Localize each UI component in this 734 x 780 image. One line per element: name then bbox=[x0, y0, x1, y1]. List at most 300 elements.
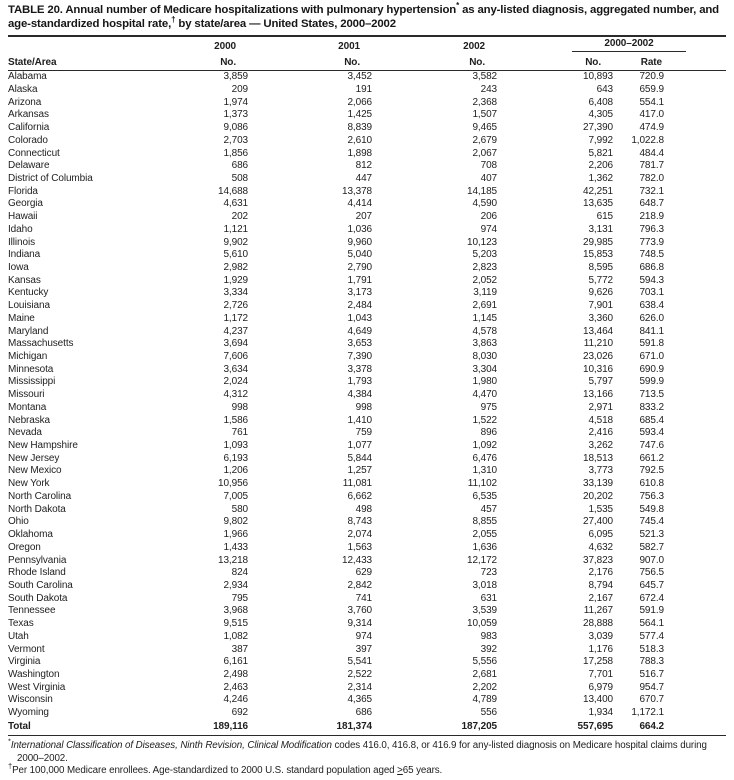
no-2001-cell: 11,081 bbox=[342, 478, 372, 490]
state-cell: North Carolina bbox=[8, 490, 72, 502]
table-row bbox=[8, 440, 726, 453]
rate-cell: 518.3 bbox=[639, 643, 664, 655]
table-row bbox=[8, 491, 726, 504]
table-row bbox=[8, 287, 726, 300]
aggregate-no-cell: 8,595 bbox=[588, 261, 613, 273]
table-row bbox=[8, 656, 726, 669]
aggregate-no-cell: 2,167 bbox=[588, 592, 613, 604]
no-2000-cell: 998 bbox=[231, 401, 248, 413]
no-2002-cell: 3,863 bbox=[472, 338, 497, 350]
state-cell: Nebraska bbox=[8, 414, 50, 426]
no-2000-cell: 2,498 bbox=[223, 668, 248, 680]
no-2000-cell: 1,206 bbox=[223, 465, 248, 477]
no-2000-cell: 2,982 bbox=[223, 261, 248, 273]
no-2000-cell: 9,086 bbox=[223, 122, 248, 134]
no-2000-cell: 692 bbox=[231, 707, 248, 719]
no-2000-cell: 387 bbox=[231, 643, 248, 655]
no-2000-cell: 1,433 bbox=[223, 541, 248, 553]
rate-cell: 792.5 bbox=[639, 465, 664, 477]
no-2000-cell: 580 bbox=[231, 503, 248, 515]
no-2002-cell: 708 bbox=[480, 160, 497, 172]
state-cell: New Mexico bbox=[8, 465, 62, 477]
no-2000-cell: 6,161 bbox=[223, 656, 248, 668]
no-2001-cell: 741 bbox=[355, 592, 372, 604]
rate-cell: 788.3 bbox=[639, 656, 664, 668]
rate-cell: 670.7 bbox=[639, 694, 664, 706]
no-2000-cell: 4,631 bbox=[223, 198, 248, 210]
no-2002-cell: 723 bbox=[480, 567, 497, 579]
state-cell: Illinois bbox=[8, 236, 35, 248]
rate-cell: 577.4 bbox=[639, 630, 664, 642]
no-2000-cell: 1,586 bbox=[223, 414, 248, 426]
rate-cell: 638.4 bbox=[639, 300, 664, 312]
state-cell: Virginia bbox=[8, 656, 41, 668]
no-2002-cell: 457 bbox=[480, 503, 497, 515]
footnote-rate-pre: Per 100,000 Medicare enrollees. Age-standardized to 2000 U.S. standard population aged bbox=[12, 765, 398, 777]
rate-cell: 781.7 bbox=[639, 160, 664, 172]
no-2000-cell: 4,312 bbox=[223, 389, 248, 401]
no-2001-cell: 3,173 bbox=[347, 287, 372, 299]
no-2002-cell: 2,055 bbox=[472, 529, 497, 541]
footnote-rate-definition bbox=[8, 761, 730, 777]
state-cell: Pennsylvania bbox=[8, 554, 67, 566]
no-2002-cell: 1,310 bbox=[472, 465, 497, 477]
rate-cell: 594.3 bbox=[639, 274, 664, 286]
table-row bbox=[8, 262, 726, 275]
table-row bbox=[8, 224, 726, 237]
aggregate-no-cell: 5,821 bbox=[588, 147, 613, 159]
aggregate-no-cell: 3,262 bbox=[588, 440, 613, 452]
no-2002-cell: 974 bbox=[480, 223, 497, 235]
table-row bbox=[8, 186, 726, 199]
table-row bbox=[8, 122, 726, 135]
table-header bbox=[8, 36, 726, 71]
state-cell: Kentucky bbox=[8, 287, 49, 299]
no-2000-cell: 9,515 bbox=[223, 618, 248, 630]
state-cell: Wisconsin bbox=[8, 694, 53, 706]
aggregate-no-cell: 20,202 bbox=[583, 490, 613, 502]
table-title bbox=[8, 1, 726, 31]
state-cell: Hawaii bbox=[8, 211, 38, 223]
table-row bbox=[8, 593, 726, 606]
aggregate-no-cell: 3,039 bbox=[588, 630, 613, 642]
state-cell: Mississippi bbox=[8, 376, 56, 388]
rate-cell: 1,172.1 bbox=[631, 707, 664, 719]
rate-cell: 626.0 bbox=[639, 312, 664, 324]
rate-cell: 747.6 bbox=[639, 440, 664, 452]
footnote-marker-star: * bbox=[456, 1, 460, 11]
table-row bbox=[8, 389, 726, 402]
no-2001-cell: 4,365 bbox=[347, 694, 372, 706]
no-2000-cell: 13,218 bbox=[218, 554, 248, 566]
table-row bbox=[8, 402, 726, 415]
rate-cell: 599.9 bbox=[639, 376, 664, 388]
no-2001-cell: 498 bbox=[355, 503, 372, 515]
no-2001-cell: 812 bbox=[355, 160, 372, 172]
rate-cell: 484.4 bbox=[639, 147, 664, 159]
aggregate-no-cell: 18,513 bbox=[583, 452, 613, 464]
footnote-dagger-symbol: † bbox=[8, 761, 13, 771]
no-2000-cell: 1,974 bbox=[223, 96, 248, 108]
aggregate-no-cell: 42,251 bbox=[583, 185, 613, 197]
no-2002-cell: 10,123 bbox=[467, 236, 497, 248]
footnote-star-symbol: * bbox=[8, 736, 11, 746]
no-2001-cell: 4,414 bbox=[347, 198, 372, 210]
no-2002-cell: 2,052 bbox=[472, 274, 497, 286]
total-label-cell: Total bbox=[8, 720, 193, 736]
no-2000-cell: 2,463 bbox=[223, 681, 248, 693]
state-cell: Minnesota bbox=[8, 363, 54, 375]
header-no-2002: No. bbox=[378, 52, 503, 71]
aggregate-no-cell: 3,773 bbox=[588, 465, 613, 477]
no-2002-cell: 631 bbox=[480, 592, 497, 604]
aggregate-no-cell: 8,794 bbox=[588, 579, 613, 591]
table-row bbox=[8, 84, 726, 97]
header-year-range bbox=[503, 36, 726, 52]
no-2002-cell: 1,507 bbox=[472, 109, 497, 121]
aggregate-no-cell: 5,772 bbox=[588, 274, 613, 286]
total-2000-cell: 189,116 bbox=[193, 720, 253, 736]
state-cell: Alaska bbox=[8, 83, 38, 95]
table-row bbox=[8, 364, 726, 377]
rate-cell: 690.9 bbox=[639, 363, 664, 375]
state-cell: Washington bbox=[8, 668, 60, 680]
state-cell: Oklahoma bbox=[8, 529, 53, 541]
no-2001-cell: 9,314 bbox=[347, 618, 372, 630]
total-no-cell: 557,695 bbox=[503, 720, 621, 736]
no-2000-cell: 2,024 bbox=[223, 376, 248, 388]
table-row bbox=[8, 97, 726, 110]
no-2001-cell: 397 bbox=[355, 643, 372, 655]
no-2001-cell: 5,040 bbox=[347, 249, 372, 261]
state-cell: Connecticut bbox=[8, 147, 60, 159]
footnote-marker-dagger: † bbox=[171, 14, 176, 24]
no-2000-cell: 795 bbox=[231, 592, 248, 604]
aggregate-no-cell: 29,985 bbox=[583, 236, 613, 248]
state-cell: New Jersey bbox=[8, 452, 60, 464]
table-row bbox=[8, 516, 726, 529]
table-row bbox=[8, 427, 726, 440]
no-2000-cell: 4,237 bbox=[223, 325, 248, 337]
table-footer bbox=[8, 720, 726, 736]
aggregate-no-cell: 2,176 bbox=[588, 567, 613, 579]
no-2001-cell: 1,425 bbox=[347, 109, 372, 121]
no-2000-cell: 4,246 bbox=[223, 694, 248, 706]
state-cell: Louisiana bbox=[8, 300, 50, 312]
no-2001-cell: 13,378 bbox=[342, 185, 372, 197]
state-cell: Rhode Island bbox=[8, 567, 66, 579]
no-2002-cell: 2,681 bbox=[472, 668, 497, 680]
greater-equal-symbol: > bbox=[397, 765, 403, 777]
state-cell: Missouri bbox=[8, 389, 45, 401]
header-year-2002: 2002 bbox=[463, 41, 485, 53]
state-cell: Alabama bbox=[8, 71, 47, 83]
no-2002-cell: 1,522 bbox=[472, 414, 497, 426]
state-cell: Vermont bbox=[8, 643, 45, 655]
no-2002-cell: 5,203 bbox=[472, 249, 497, 261]
state-cell: Texas bbox=[8, 618, 34, 630]
rate-cell: 661.2 bbox=[639, 452, 664, 464]
aggregate-no-cell: 9,626 bbox=[588, 287, 613, 299]
aggregate-no-cell: 27,390 bbox=[583, 122, 613, 134]
total-row bbox=[8, 720, 726, 736]
state-cell: Delaware bbox=[8, 160, 50, 172]
title-text-1: TABLE 20. Annual number of Medicare hospitalizations with pulmonary hypertension bbox=[8, 4, 457, 16]
table-row bbox=[8, 529, 726, 542]
state-cell: Florida bbox=[8, 185, 38, 197]
no-2001-cell: 1,257 bbox=[347, 465, 372, 477]
no-2002-cell: 2,368 bbox=[472, 96, 497, 108]
no-2002-cell: 12,172 bbox=[467, 554, 497, 566]
no-2002-cell: 4,578 bbox=[472, 325, 497, 337]
no-2002-cell: 6,535 bbox=[472, 490, 497, 502]
no-2001-cell: 8,839 bbox=[347, 122, 372, 134]
rate-cell: 645.7 bbox=[639, 579, 664, 591]
no-2002-cell: 4,789 bbox=[472, 694, 497, 706]
no-2002-cell: 243 bbox=[480, 83, 497, 95]
no-2001-cell: 1,793 bbox=[347, 376, 372, 388]
no-2001-cell: 6,662 bbox=[347, 490, 372, 502]
header-no-2000: No. bbox=[193, 52, 253, 71]
rate-cell: 833.2 bbox=[639, 401, 664, 413]
aggregate-no-cell: 2,416 bbox=[588, 427, 613, 439]
aggregate-no-cell: 1,362 bbox=[588, 172, 613, 184]
aggregate-no-cell: 13,400 bbox=[583, 694, 613, 706]
no-2000-cell: 3,334 bbox=[223, 287, 248, 299]
rate-cell: 756.3 bbox=[639, 490, 664, 502]
rate-cell: 582.7 bbox=[639, 541, 664, 553]
table-row bbox=[8, 453, 726, 466]
rate-cell: 417.0 bbox=[639, 109, 664, 121]
state-cell: Oregon bbox=[8, 541, 41, 553]
rate-cell: 554.1 bbox=[639, 96, 664, 108]
aggregate-no-cell: 13,464 bbox=[583, 325, 613, 337]
aggregate-no-cell: 4,632 bbox=[588, 541, 613, 553]
state-cell: New Hampshire bbox=[8, 440, 78, 452]
header-year-2001: 2001 bbox=[338, 41, 360, 53]
header-state-area: State/Area bbox=[8, 52, 193, 71]
no-2000-cell: 1,966 bbox=[223, 529, 248, 541]
state-cell: Arizona bbox=[8, 96, 42, 108]
no-2000-cell: 2,726 bbox=[223, 300, 248, 312]
no-2001-cell: 3,378 bbox=[347, 363, 372, 375]
table-row bbox=[8, 249, 726, 262]
no-2001-cell: 629 bbox=[355, 567, 372, 579]
aggregate-no-cell: 37,823 bbox=[583, 554, 613, 566]
table-row bbox=[8, 707, 726, 720]
state-cell: Colorado bbox=[8, 134, 48, 146]
title-text-2: as any-listed diagnosis, aggregated number, and age-standardized hospital rate, bbox=[8, 4, 719, 30]
no-2000-cell: 2,934 bbox=[223, 579, 248, 591]
table-row bbox=[8, 135, 726, 148]
state-cell: Michigan bbox=[8, 351, 48, 362]
no-2002-cell: 3,119 bbox=[473, 287, 497, 299]
aggregate-no-cell: 6,979 bbox=[588, 681, 613, 693]
aggregate-no-cell: 3,131 bbox=[588, 223, 613, 235]
no-2001-cell: 3,452 bbox=[347, 71, 372, 83]
table-row bbox=[8, 605, 726, 618]
no-2001-cell: 2,610 bbox=[347, 134, 372, 146]
no-2000-cell: 824 bbox=[231, 567, 248, 579]
state-cell: Montana bbox=[8, 401, 47, 413]
data-table bbox=[8, 35, 726, 736]
aggregate-no-cell: 4,518 bbox=[588, 414, 613, 426]
rate-cell: 773.9 bbox=[639, 236, 664, 248]
aggregate-no-cell: 10,316 bbox=[583, 363, 613, 375]
header-year-range-label: 2000–2002 bbox=[572, 38, 686, 52]
no-2001-cell: 2,522 bbox=[347, 668, 372, 680]
no-2000-cell: 209 bbox=[231, 83, 248, 95]
no-2002-cell: 8,855 bbox=[472, 516, 497, 528]
no-2002-cell: 8,030 bbox=[472, 351, 497, 362]
no-2002-cell: 10,059 bbox=[467, 618, 497, 630]
footnotes bbox=[8, 736, 730, 777]
rate-cell: 703.1 bbox=[639, 287, 664, 299]
aggregate-no-cell: 1,934 bbox=[588, 707, 613, 719]
table-row bbox=[8, 351, 726, 364]
header-year-row bbox=[8, 36, 726, 52]
rate-cell: 954.7 bbox=[639, 681, 664, 693]
no-2001-cell: 4,384 bbox=[347, 389, 372, 401]
footnote-icd-codes bbox=[8, 736, 730, 765]
rate-cell: 841.1 bbox=[639, 325, 664, 337]
state-cell: Kansas bbox=[8, 274, 41, 286]
aggregate-no-cell: 1,176 bbox=[588, 643, 613, 655]
rate-cell: 474.9 bbox=[639, 122, 664, 134]
no-2002-cell: 2,202 bbox=[472, 681, 497, 693]
aggregate-no-cell: 6,408 bbox=[588, 96, 613, 108]
no-2000-cell: 3,694 bbox=[223, 338, 248, 350]
no-2001-cell: 207 bbox=[355, 211, 372, 223]
state-cell: Wyoming bbox=[8, 707, 49, 719]
aggregate-no-cell: 6,095 bbox=[588, 529, 613, 541]
no-2001-cell: 1,791 bbox=[347, 274, 372, 286]
no-2000-cell: 1,172 bbox=[223, 312, 248, 324]
state-cell: Arkansas bbox=[8, 109, 49, 121]
no-2000-cell: 761 bbox=[231, 427, 248, 439]
aggregate-no-cell: 11,210 bbox=[583, 338, 613, 350]
table-row bbox=[8, 542, 726, 555]
rate-cell: 713.5 bbox=[639, 389, 664, 401]
footnote-icd-italic: International Classification of Diseases, Ninth Revision, Clinical Modification bbox=[10, 740, 332, 752]
no-2001-cell: 5,541 bbox=[347, 656, 372, 668]
rate-cell: 521.3 bbox=[639, 529, 664, 541]
rate-cell: 732.1 bbox=[639, 185, 664, 197]
footnote-rate-post: 65 years. bbox=[402, 765, 443, 777]
rate-cell: 659.9 bbox=[639, 83, 664, 95]
no-2002-cell: 975 bbox=[480, 401, 497, 413]
no-2000-cell: 1,093 bbox=[223, 440, 248, 452]
no-2001-cell: 1,898 bbox=[347, 147, 372, 159]
no-2000-cell: 3,859 bbox=[223, 71, 248, 83]
aggregate-no-cell: 28,888 bbox=[583, 618, 613, 630]
no-2001-cell: 2,066 bbox=[347, 96, 372, 108]
aggregate-no-cell: 7,901 bbox=[588, 300, 613, 312]
state-cell: Idaho bbox=[8, 223, 33, 235]
table-row bbox=[8, 682, 726, 695]
no-2000-cell: 7,606 bbox=[223, 351, 248, 362]
no-2000-cell: 6,193 bbox=[223, 452, 248, 464]
state-cell: South Carolina bbox=[8, 579, 73, 591]
aggregate-no-cell: 17,258 bbox=[583, 656, 613, 668]
state-cell: West Virginia bbox=[8, 681, 66, 693]
no-2001-cell: 998 bbox=[355, 401, 372, 413]
no-2002-cell: 2,679 bbox=[472, 134, 497, 146]
aggregate-no-cell: 615 bbox=[596, 211, 613, 223]
table-row bbox=[8, 300, 726, 313]
header-no-2001: No. bbox=[253, 52, 378, 71]
no-2002-cell: 3,304 bbox=[472, 363, 497, 375]
no-2002-cell: 5,556 bbox=[472, 656, 497, 668]
aggregate-no-cell: 10,893 bbox=[583, 71, 613, 83]
state-cell: New York bbox=[8, 478, 50, 490]
header-no-range: No. bbox=[503, 52, 621, 71]
no-2001-cell: 2,484 bbox=[347, 300, 372, 312]
aggregate-no-cell: 13,635 bbox=[583, 198, 613, 210]
aggregate-no-cell: 1,535 bbox=[588, 503, 613, 515]
no-2002-cell: 2,691 bbox=[472, 300, 497, 312]
aggregate-no-cell: 7,992 bbox=[588, 134, 613, 146]
rate-cell: 720.9 bbox=[639, 71, 664, 83]
rate-cell: 672.4 bbox=[639, 592, 664, 604]
no-2001-cell: 1,077 bbox=[347, 440, 372, 452]
state-cell: Maine bbox=[8, 312, 35, 324]
no-2002-cell: 983 bbox=[480, 630, 497, 642]
no-2000-cell: 10,956 bbox=[218, 478, 248, 490]
no-2001-cell: 12,433 bbox=[342, 554, 372, 566]
table-row bbox=[8, 211, 726, 224]
rate-cell: 591.9 bbox=[639, 605, 664, 617]
no-2000-cell: 5,610 bbox=[223, 249, 248, 261]
no-2000-cell: 686 bbox=[231, 160, 248, 172]
aggregate-no-cell: 2,206 bbox=[588, 160, 613, 172]
no-2002-cell: 1,636 bbox=[472, 541, 497, 553]
no-2001-cell: 1,036 bbox=[347, 223, 372, 235]
no-2001-cell: 1,410 bbox=[347, 414, 372, 426]
no-2002-cell: 1,145 bbox=[472, 312, 497, 324]
no-2000-cell: 7,005 bbox=[223, 490, 248, 502]
rate-cell: 796.3 bbox=[639, 223, 664, 235]
no-2001-cell: 191 bbox=[355, 83, 372, 95]
state-cell: District of Columbia bbox=[8, 172, 93, 184]
rate-cell: 549.8 bbox=[639, 503, 664, 515]
no-2001-cell: 2,790 bbox=[347, 261, 372, 273]
no-2000-cell: 9,902 bbox=[223, 236, 248, 248]
no-2002-cell: 206 bbox=[480, 211, 497, 223]
no-2000-cell: 508 bbox=[231, 172, 248, 184]
no-2000-cell: 2,703 bbox=[223, 134, 248, 146]
table-row bbox=[8, 173, 726, 186]
rate-cell: 610.8 bbox=[639, 478, 664, 490]
table-row bbox=[8, 618, 726, 631]
state-cell: Georgia bbox=[8, 198, 43, 210]
table-row bbox=[8, 580, 726, 593]
rate-cell: 748.5 bbox=[639, 249, 664, 261]
no-2001-cell: 2,842 bbox=[347, 579, 372, 591]
table-row bbox=[8, 160, 726, 173]
no-2000-cell: 3,634 bbox=[223, 363, 248, 375]
no-2000-cell: 1,121 bbox=[223, 223, 248, 235]
table-row bbox=[8, 198, 726, 211]
no-2002-cell: 3,018 bbox=[472, 579, 497, 591]
total-rate-cell: 664.2 bbox=[621, 720, 726, 736]
state-cell: Ohio bbox=[8, 516, 29, 528]
table-row bbox=[8, 694, 726, 707]
no-2002-cell: 407 bbox=[480, 172, 497, 184]
rate-cell: 671.0 bbox=[639, 351, 664, 362]
aggregate-no-cell: 4,305 bbox=[588, 109, 613, 121]
no-2001-cell: 1,563 bbox=[347, 541, 372, 553]
